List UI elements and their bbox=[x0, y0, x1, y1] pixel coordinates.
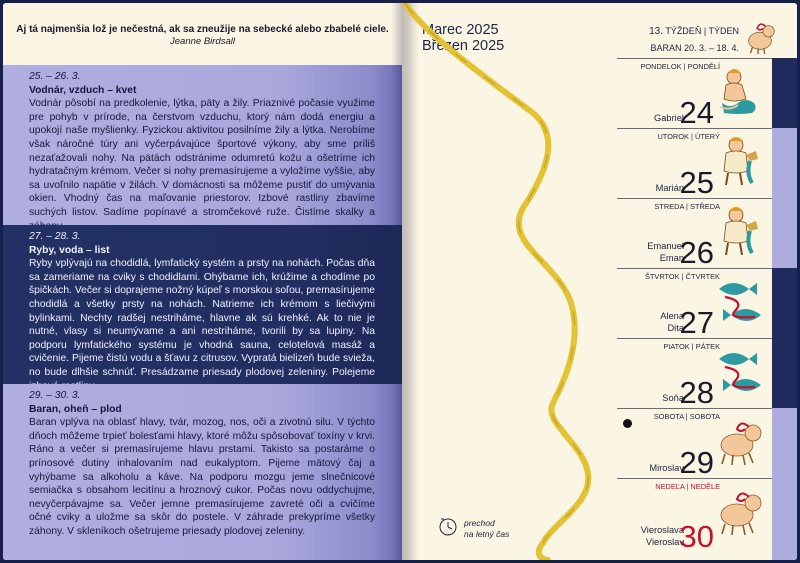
dst-note-line: na letný čas bbox=[464, 528, 510, 539]
weekday-label: SOBOTA | SOBOTA bbox=[653, 412, 720, 421]
day-number: 28 bbox=[679, 375, 714, 410]
name-day-line: Dita bbox=[667, 322, 684, 333]
calendar-spread bbox=[3, 3, 797, 560]
aquarius-icon bbox=[716, 203, 762, 257]
pisces-icon bbox=[715, 275, 767, 329]
zodiac-range: BARAN 20. 3. – 18. 4. bbox=[650, 43, 739, 53]
name-day bbox=[647, 241, 684, 264]
day-number: 25 bbox=[679, 165, 714, 200]
aries-icon bbox=[715, 485, 767, 539]
day-number: 26 bbox=[679, 235, 714, 270]
day-number: 24 bbox=[679, 95, 714, 130]
left-page bbox=[3, 3, 402, 560]
edge-tab bbox=[772, 478, 797, 560]
name-day-line: Vieroslav bbox=[645, 536, 684, 547]
weekday-label: PONDELOK | PONDĚLÍ bbox=[640, 62, 720, 71]
name-day-line: Gabriel bbox=[654, 112, 684, 123]
week-label: TÝŽDEŇ | TÝDEN bbox=[665, 26, 739, 36]
name-day-line: Vieroslava bbox=[640, 525, 684, 535]
moon-section-aquarius bbox=[3, 65, 402, 225]
aries-icon bbox=[741, 18, 779, 56]
dst-note-line: prechod bbox=[464, 518, 495, 528]
section-title: Vodnár, vzduch – kvet bbox=[29, 84, 137, 96]
section-text: Baran vplýva na oblasť hlavy, tvár, mozog, nos, oči a zivotnú silu. V týchto dňoch môžeme trpieť bolesťami hlavy, ktoré môžu spôsobovať toxíny v krvi. Ráno a večer si premasírujeme hlavu prstami. Takisto sa postaráme o prínosové dutiny inhalovaním nad eukalyptom. Pijeme mätový čaj a vyhýbame sa alkoholu a káve. Na podporu mozgu jeme slnečnicové semiačka s obsahom lecitínu a hroznový cukor. Počas novu oddychujme, nevyčerpávajme sa. Večer jemne premasírujeme zavreté oči a cvičíme očné cviky a uložme sa skôr do postele. V záhrade prekypríme všetky záhony. V skleníkoch ošetrujeme priesady plodovej zeleniny. bbox=[29, 417, 375, 537]
edge-tab bbox=[772, 338, 797, 408]
aquarius-icon bbox=[716, 63, 762, 117]
aquarius-icon bbox=[716, 133, 762, 187]
name-day-line: Miroslav bbox=[649, 462, 684, 473]
edge-tab bbox=[772, 198, 797, 268]
week-number bbox=[649, 26, 739, 37]
section-text: Ryby vplývajú na chodidlá, lymfatický systém a prsty na nohách. Počas dňa sa zameriame na cviky s chodidlami. Ohýbame ich, krúžime a chodíme po špičkách. Večer si doprajeme nožný kúpeľ s morskou soľou, premasírujeme chodidlá a všetky prsty na nohách. Natrieme ich krémom s liečivými bylinkami. Nechty radšej nestriháme, hlavne ak sú krehké. Ak to nie je nutné, vlasy si neumývame a ani nestriháme, tvorili by sa lupiny. Na podporu lymfatického systému je vhodná sauna, celotelová masáž a cvičenie. Pijeme čistú vodu a šťavu z citrusov. Vypratá bielizeň bude svieža, no bude dlhšie schnúť. Presádzame priesady plodovej zeleniny. Polejeme bbox=[29, 258, 375, 378]
edge-tab bbox=[772, 58, 797, 128]
book-gutter bbox=[391, 3, 419, 560]
quote-text: Aj tá najmenšia lož je nečestná, ak sa zneužije na sebecké alebo zbabelé ciele. bbox=[16, 24, 389, 35]
section-title: Baran, oheň – plod bbox=[29, 403, 122, 415]
name-day-line: Soňa bbox=[662, 392, 684, 403]
moon-section-pisces bbox=[3, 225, 402, 384]
day-number: 27 bbox=[679, 305, 714, 340]
weekday-label: NEDEĽA | NEDĚLE bbox=[655, 482, 720, 491]
weekday-label: ŠTVRTOK | ČTVRTEK bbox=[644, 272, 720, 281]
right-page bbox=[402, 3, 797, 560]
name-day bbox=[641, 525, 684, 548]
section-date: 29. – 30. 3. bbox=[29, 390, 81, 401]
section-text: Vodnár pôsobí na predkolenie, lýtka, päty a žily. Priaznivé počasie využime pre pohyb v prírode, na čerstvom vzduchu, ktorý nám dodá energiu a upokojí naše myšlienky. Fyzickou aktivitou posilníme žily a lýtka. Nerobíme však náročné túry ani vyčerpávajúce športové výkony, aby sme príliš nezaťažovali nohy. Na pätách odstránime odumretú kožu a ošetríme ich hydratačným krémom. Večer si nohy premasírujeme a vyložíme vyššie, aby sa uvoľnilo napätie v žilách. V domácnosti sa môžeme pustiť do umývania okien. Vhodný čas na maľovanie priestorov. Izbové rastliny zbavíme suchých listov. Sadíme popínavé a stromčekové ruže. Čistíme skalky a bbox=[29, 98, 375, 218]
name-day-line: Eman bbox=[659, 252, 684, 263]
edge-tab bbox=[772, 408, 797, 478]
clock-icon bbox=[438, 515, 458, 537]
day-number: 29 bbox=[679, 445, 714, 480]
section-title: Ryby, voda – list bbox=[29, 244, 110, 256]
quote-block bbox=[3, 3, 402, 65]
moon-section-aries bbox=[3, 384, 402, 560]
section-date: 25. – 26. 3. bbox=[29, 71, 81, 82]
edge-tab bbox=[772, 128, 797, 198]
week-num: 13. bbox=[649, 26, 663, 37]
weekday-label: STREDA | STŘEDA bbox=[654, 202, 720, 211]
weekday-label: PIATOK | PÁTEK bbox=[663, 342, 720, 351]
day-number: 30 bbox=[679, 519, 714, 554]
name-day-line: Marián bbox=[655, 182, 684, 193]
section-date: 27. – 28. 3. bbox=[29, 231, 81, 242]
edge-tab bbox=[772, 268, 797, 338]
aries-icon bbox=[715, 415, 767, 469]
pisces-icon bbox=[715, 345, 767, 399]
month-title-cz: Březen 2025 bbox=[422, 38, 505, 54]
name-day-line: Emanuel bbox=[647, 241, 684, 251]
new-moon-icon bbox=[623, 419, 632, 428]
name-day-line: Alena bbox=[660, 311, 684, 321]
quote-author: Jeanne Birdsall bbox=[170, 36, 235, 47]
weekday-label: UTOROK | ÚTERÝ bbox=[657, 132, 720, 141]
dst-note bbox=[464, 518, 509, 539]
month-title-sk: Marec 2025 bbox=[422, 22, 499, 38]
